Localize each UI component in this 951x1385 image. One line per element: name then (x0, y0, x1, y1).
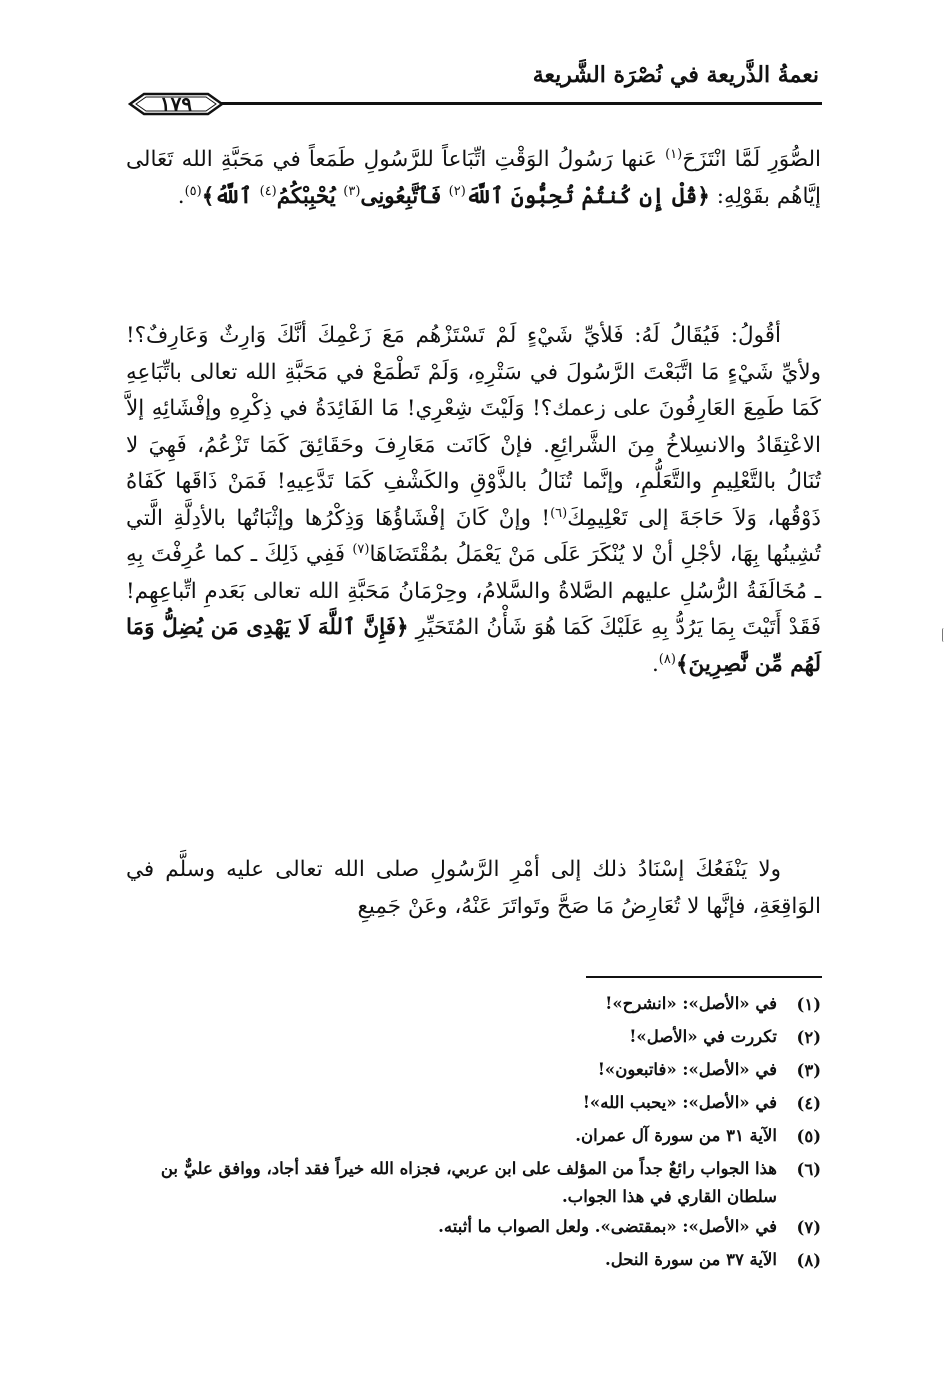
paragraph-1 (126, 142, 821, 215)
footnote-number: (١) (796, 995, 821, 1014)
scan-margin-mark (942, 628, 947, 642)
header-rule (132, 102, 822, 105)
footnote-text: في «الأصل»: «انشرح»! (605, 994, 777, 1013)
footnote-number: (٢) (796, 1028, 821, 1047)
footnote-item (126, 1054, 821, 1087)
paragraph-text: ! وإنْ كَانَ إفْشَاؤُهَا وَذِكْرُها وإثْبَاتُها بالأدِلَّةِ الَّتي تُشِينُها بِهَا، لأجْلِ أنْ لا يُنْكَرَ عَلَى مَنْ يَعْمَلُ بمُقْتَضَاهَا (126, 505, 821, 567)
footnote-item (126, 988, 821, 1021)
footnote-text: في «الأصل»: «فاتبعون»! (597, 1060, 777, 1079)
footnote-marker: (٢) (448, 183, 466, 199)
footnote-text: هذا الجواب رائعٌ جداً من المؤلف على ابن عربي، فجزاه الله خيراً فقد أجاد، ووافق عليٌّ بن سلطان القاري في هذا الجواب. (160, 1159, 777, 1206)
footnote-item (126, 1211, 821, 1244)
running-header-title: نعمةُ الذَّريعة في نُصْرَة الشَّريعة (532, 62, 819, 88)
footnote-text: الآية ٣١ من سورة آل عمران. (575, 1126, 777, 1145)
quran-verse: فَٱتَّبِعُونِى (360, 183, 449, 209)
paragraph-text: الصُّوَرِ لَمَّا انْتَزَحَ (682, 147, 821, 172)
paragraph-text: . (177, 183, 185, 209)
footnote-marker: (٦) (550, 505, 568, 521)
footnote-number: (٥) (796, 1127, 821, 1146)
footnotes-list (126, 988, 821, 1277)
footnote-item (126, 1120, 821, 1153)
footnote-number: (٤) (796, 1094, 821, 1113)
paragraph-text: فَفِي ذَلِكَ ـ كما عُرِفْتَ بِهِ ـ مُخَالَفَةُ الرُّسُلِ عليهم الصَّلاةُ والسَّلامُ، وحِرْمَانُ مَحَبَّةِ الله تعالى بَعَدمِ اتِّباعِهِم! فَقَدْ أَتَيْتَ بِمَا يَرُدُّ بِهِ عَلَيْكَ كَمَا هُوَ شَأْنُ المُتَحَيِّرِ (126, 542, 821, 640)
quran-verse: ٱللَّهُ﴾ (201, 183, 260, 209)
footnote-marker: (٤) (259, 183, 277, 199)
footnote-item (126, 1153, 821, 1211)
quran-verse: ﴿قُلْ إِن كُنتُمْ تُحِبُّونَ ٱللَّهَ (465, 183, 710, 209)
footnote-text: تكررت في «الأصل»! (629, 1027, 777, 1046)
paragraph-text: أقُولُ: فَيُقَالُ لَهُ: فَلأيِّ شَيْءٍ لَمْ تَسْتَزْهُم مَعَ زَعْمِكَ أنَّكَ وَارِثٌ وَعَارِفٌ؟! ولأيِّ شَيْءٍ مَا اتَّبَعْتَ الرَّسُولَ في سَتْرِهِ، وَلَمْ تَطْمَعْ في مَحَبَّةِ الله تعالى باتِّبَاعِهِ كَمَا طَمِعَ العَارِفُونَ على زعمك؟! وَلَيْتَ شِعْرِي! مَا الفَائِدَةُ في ذِكْرِهِ وإفْشَائِهِ إلاَّ الاعْتِقَادُ والانسِلاخُ مِنَ الشَّرائِعِ. فإنْ كَانَت مَعَارِفَ وحَقَائِقَ كَمَا تَزْعُمُ، فَهِيَ لا تُنَالُ بالتَّعْلِيمِ والتَّعَلُّمِ، وإنَّما تُنَالُ بالذَّوْقِ والكَشْفِ كَمَا تَدَّعِيهِ! فَمَنْ ذَاقَها كَفَاهُ ذَوْقُها، وَلاَ حَاجَةَ إلى تَعْلِيمِكَ (126, 323, 821, 531)
footnote-text: في «الأصل»: «يحبب الله»! (582, 1093, 777, 1112)
footnote-item (126, 1087, 821, 1120)
footnote-number: (٧) (796, 1218, 821, 1237)
footnote-marker: (١) (665, 146, 683, 162)
footnote-text: الآية ٣٧ من سورة النحل. (605, 1250, 777, 1269)
footnote-text: في «الأصل»: «بمقتضى». ولعل الصواب ما أثبته. (438, 1217, 777, 1236)
footnote-marker: (٥) (184, 183, 202, 199)
footnote-number: (٨) (796, 1251, 821, 1270)
footnote-item (126, 1021, 821, 1054)
footnote-number: (٣) (796, 1061, 821, 1080)
page-number-badge (128, 88, 224, 120)
paragraph-text: ولا يَنْفَعُكَ إسْنَادُ ذلك إلى أمْرِ الرَّسُولِ صلى الله تعالى عليه وسلَّم في الوَاقِعَةِ، فإنَّها لا تُعَارِضُ مَا صَحَّ وتَواتَرَ عَنْهُ، وعَنْ جَمِيعِ (126, 857, 821, 919)
paragraph-3 (126, 852, 821, 925)
quran-verse: يُحْبِبْكُمُ (276, 183, 344, 209)
quran-verse: ﴿فَإِنَّ ٱللَّهَ لَا يَهْدِى مَن يُضِلُّ وَمَا لَهُم مِّن نَّٰصِرِينَ﴾ (126, 615, 821, 677)
paragraph-text: . (651, 651, 659, 677)
footnote-marker: (٣) (343, 183, 361, 199)
page-number: ١٧٩ (159, 92, 193, 116)
footnote-separator (586, 976, 822, 978)
footnote-marker: (٨) (658, 651, 676, 667)
footnote-marker: (٧) (352, 541, 370, 557)
paragraph-text: عَنها رَسُولُ الوَقْتِ اتِّبَاعاً للرَّسُولِ طَمَعاً في مَحَبَّةِ الله تَعَالى إيَّاهُم بقَوْلِهِ: (126, 147, 821, 209)
paragraph-2 (126, 318, 821, 683)
footnote-item (126, 1244, 821, 1277)
footnote-number: (٦) (796, 1160, 821, 1179)
